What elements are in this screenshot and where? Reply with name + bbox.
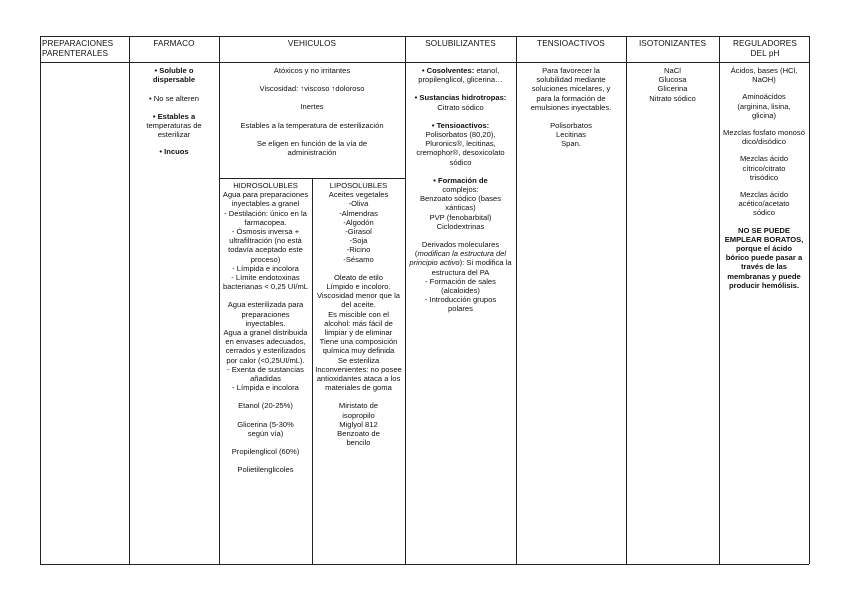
col-divider-2 [219,36,220,564]
hidrosolubles-agua-granel: Agua para preparaciones inyectables a granel - Destilación: único en la farmacopea. - Ósmosis inversa + ultrafiltración (no está todavía aceptado este proceso) - Límpida e incolora - Límite endotoxinas bacterianas < 0,25 UI/mL [222,190,309,292]
liposolubles-title: LIPOSOLUBLES [329,181,388,190]
hidrosolubles-title: HIDROSOLUBLES [233,181,298,190]
table-left-border [40,36,41,564]
vehiculos-inertes: Inertes [300,102,324,112]
hidrosolubles-etanol: Etanol (20-25%) [238,401,293,411]
col-divider-5 [626,36,627,564]
vehiculos-intro [221,66,403,157]
header-reguladores: REGULADORES DEL pH [733,39,797,58]
header-tensioactivos: TENSIOACTIVOS [537,39,605,48]
tensioactivos-text2: Polisorbatos Lecitinas Span. [550,121,592,149]
hidrosolubles-glicerina: Glicerina (5-30% según vía) [237,419,294,438]
isotonizantes-list: NaCl Glucosa Glicerina Nitrato sódico [649,66,696,103]
header-farmaco: FARMACO [153,39,195,48]
cosolventes-text: etanol, propilenglicol, glicerina… [418,66,503,85]
derivados-a: Derivados moleculares ( [414,240,500,259]
col-divider-6 [719,36,720,564]
hidrosolubles-polietilenglicoles: Polietilenglicoles [237,465,294,475]
liposolubles-aceites: Aceites vegetales -Oliva -Almendras -Algodón -Girasol -Soja -Ricino -Sésamo [328,190,389,264]
derivados-italic: modifican la estructura del principio activo [409,249,507,268]
table-header-divider [40,62,809,63]
tensio-text: Polisorbatos (80,20), Pluronics®, lecitinas, cremophor®, desoxicolato sódico [416,130,505,167]
reguladores-citrato: Mezclas ácido cítrico/citrato trisódico [739,154,789,182]
reguladores-acetato: Mezclas ácido acético/acetato sódico [738,190,790,218]
farmaco-soluble: • Soluble o dispersable [152,66,196,85]
reguladores-aminoacidos: Aminoácidos (arginina, lisina, glicina) [737,92,791,120]
liposolubles-cell [314,181,403,447]
col-divider-1 [129,36,130,564]
solubilizantes-cell [407,66,514,314]
farmaco-temperaturas: temperaturas de esterilizar [146,120,202,140]
vehiculos-estables: Estables a la temperatura de esterilización [240,120,384,130]
tensioactivos-cell [518,66,624,149]
hidrosolubles-cell [221,181,310,474]
hidrotropas-text: Citrato sódico [437,102,484,112]
farmaco-estables: • Estables a [152,111,196,121]
farmaco-no-alteren: • No se alteren [149,94,199,104]
tensio-label: • Tensioactivos: [431,120,490,130]
hidrosolubles-propilenglicol: Propilenglicol (60%) [231,447,300,457]
header-isotonizantes: ISOTONIZANTES [638,39,707,48]
table-right-border [809,36,810,564]
vehiculos-atoxicos: Atóxicos y no irritantes [273,66,351,75]
cosolventes-label: • Cosolventes: [421,66,475,75]
complejos-label: • Formación de [433,175,488,185]
vehiculos-eligen: Se eligen en función de la vía de administración [256,138,368,158]
col-divider-4 [516,36,517,564]
col-divider-3 [405,36,406,564]
hidrosolubles-agua-esterilizada: Agua esterilizada para preparaciones inyectables. Agua a granel distribuida en envases adecuados, cerrados y esterilizados por calor (<0,25UI/mL). - Exenta de sustancias añadidas - Límpida e incolora [223,300,308,393]
hidrotropas-label: • Sustancias hidrotropas: [414,93,507,103]
header-solubilizantes: SOLUBILIZANTES [425,39,496,48]
vehiculos-viscosidad: Viscosidad: ↑viscoso ↑doloroso [259,84,365,94]
farmaco-incuos: • Incuos [159,147,189,157]
header-vehiculos: VEHICULOS [287,39,337,48]
derivados-moleculares [407,240,514,277]
liposolubles-oleato: Oleato de etilo Límpido e incoloro. Viscosidad menor que la del aceite. Es miscible con el alcohol: más fácil de limpiar y de eliminar Tiene una composición química muy definida Se esteriliza Inconvenientes: no posee antioxidantes ataca a los materiales de goma [315,272,402,393]
vehiculos-inner-divider [312,178,313,564]
complejos-text: complejos: Benzoato sódico (bases xánticas) PVP (fenobarbital) Ciclodextrinas [419,185,502,231]
header-preparaciones: PREPARACIONES PARENTERALES [42,39,114,58]
solubilizantes-cosolventes [407,66,514,84]
tensioactivos-text1: Para favorecer la solubilidad mediante soluciones micelares, y para la formación de emulsiones inyectables. [530,66,612,112]
isotonizantes-cell [628,66,717,103]
reguladores-warning: NO SE PUEDE EMPLEAR BORATOS, porque el ácido bórico puede pasar a través de las membranas y puede producir hemólisis. [724,225,804,290]
derivados-b: ): Si modifica la estructura del PA [431,258,512,277]
reguladores-acidos: Ácidos, bases (HCl, NaOH) [730,66,798,85]
farmaco-cell [131,66,217,156]
reguladores-fosfato: Mezclas fosfato monosódico/disódico [723,128,805,147]
reguladores-cell [721,66,807,290]
table-bottom-border [40,564,809,565]
table-top-border [40,36,809,37]
derivados-rest: - Formación de sales (alcaloides) - Introducción grupos polares [424,276,497,314]
liposolubles-miristato: Miristato de isopropilo Miglyol 812 Benzoato de bencilo [337,401,380,448]
